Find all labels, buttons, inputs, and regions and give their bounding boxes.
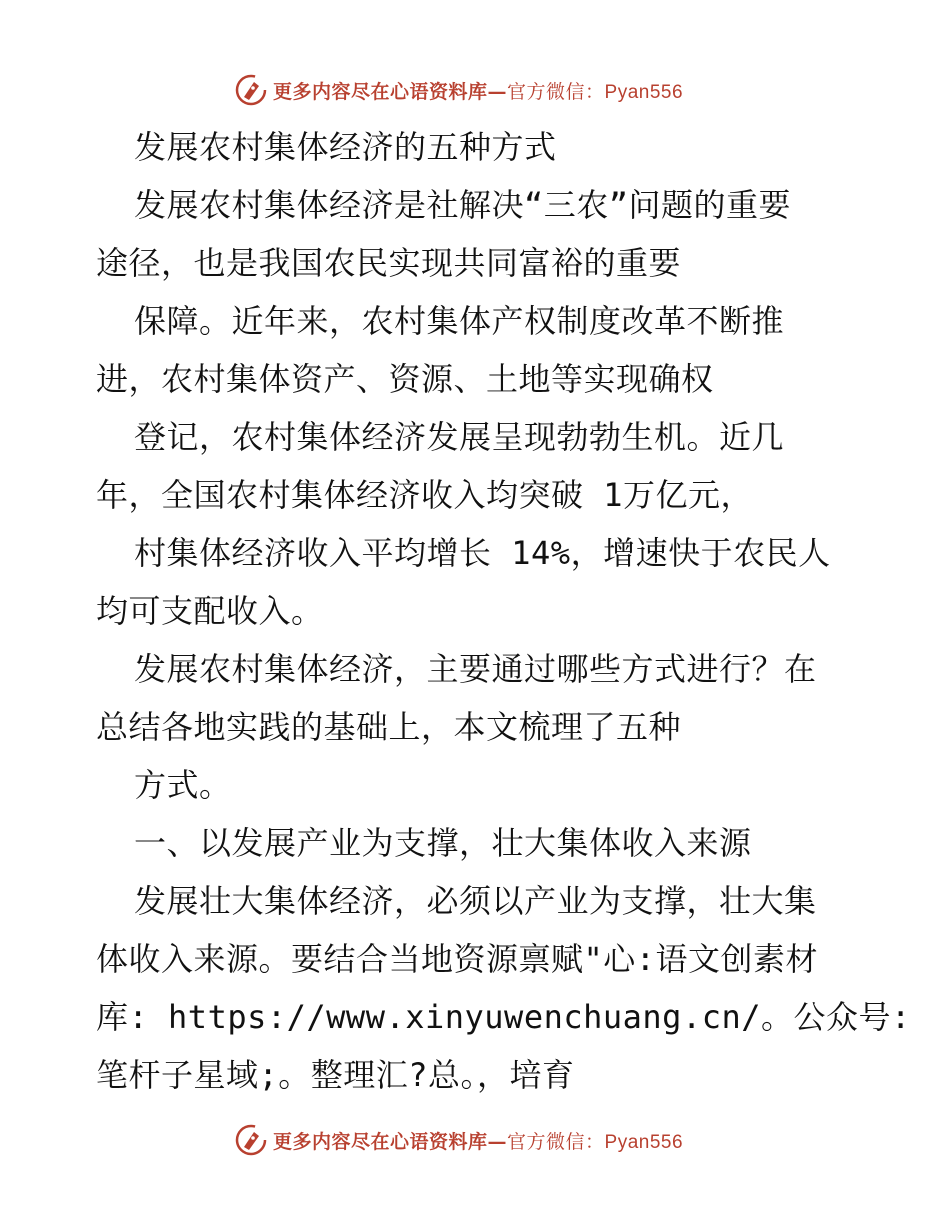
text-line: 库: https://www.xinyuwenchuang.cn/。公众号: — [96, 998, 911, 1036]
footer-watermark — [234, 1122, 683, 1158]
document-title: 发展农村集体经济的五种方式 — [134, 128, 557, 166]
text-line: 保障。近年来，农村集体产权制度改革不断推 — [134, 302, 785, 340]
pen-nib-icon — [234, 1123, 268, 1157]
text-line: 登记，农村集体经济发展呈现勃勃生机。近几 — [134, 418, 785, 456]
watermark-text — [273, 1127, 683, 1154]
pen-nib-icon — [234, 73, 268, 107]
watermark-brand: 更多内容尽在心语资料库 — [273, 1130, 488, 1153]
watermark-text — [273, 77, 683, 104]
text-line: 年，全国农村集体经济收入均突破 1万亿元， — [96, 476, 754, 514]
text-line: 笔杆子星域;。整理汇?总。，培育 — [96, 1056, 575, 1094]
header-watermark — [234, 72, 683, 108]
watermark-separator: — — [487, 80, 508, 103]
text-line: 均可支配收入。 — [96, 592, 324, 630]
watermark-separator: — — [487, 1130, 508, 1153]
text-line: 总结各地实践的基础上，本文梳理了五种 — [96, 708, 682, 746]
text-line: 村集体经济收入平均增长 14%，增速快于农民人 — [134, 534, 831, 572]
text-line: 体收入来源。要结合当地资源禀赋"心:语文创素材 — [96, 940, 819, 978]
text-line: 发展农村集体经济是社解决“三农”问题的重要 — [134, 186, 792, 224]
text-line: 一、以发展产业为支撑，壮大集体收入来源 — [134, 824, 752, 862]
watermark-contact: 官方微信：Pyan556 — [507, 1131, 684, 1153]
text-line: 方式。 — [134, 766, 232, 804]
document-body — [96, 118, 911, 1104]
text-line: 进，农村集体资产、资源、土地等实现确权 — [96, 360, 714, 398]
watermark-contact: 官方微信：Pyan556 — [507, 81, 684, 103]
text-line: 途径，也是我国农民实现共同富裕的重要 — [96, 244, 682, 282]
text-line: 发展壮大集体经济，必须以产业为支撑，壮大集 — [134, 882, 817, 920]
watermark-brand: 更多内容尽在心语资料库 — [273, 80, 488, 103]
text-line: 发展农村集体经济，主要通过哪些方式进行？在 — [134, 650, 817, 688]
